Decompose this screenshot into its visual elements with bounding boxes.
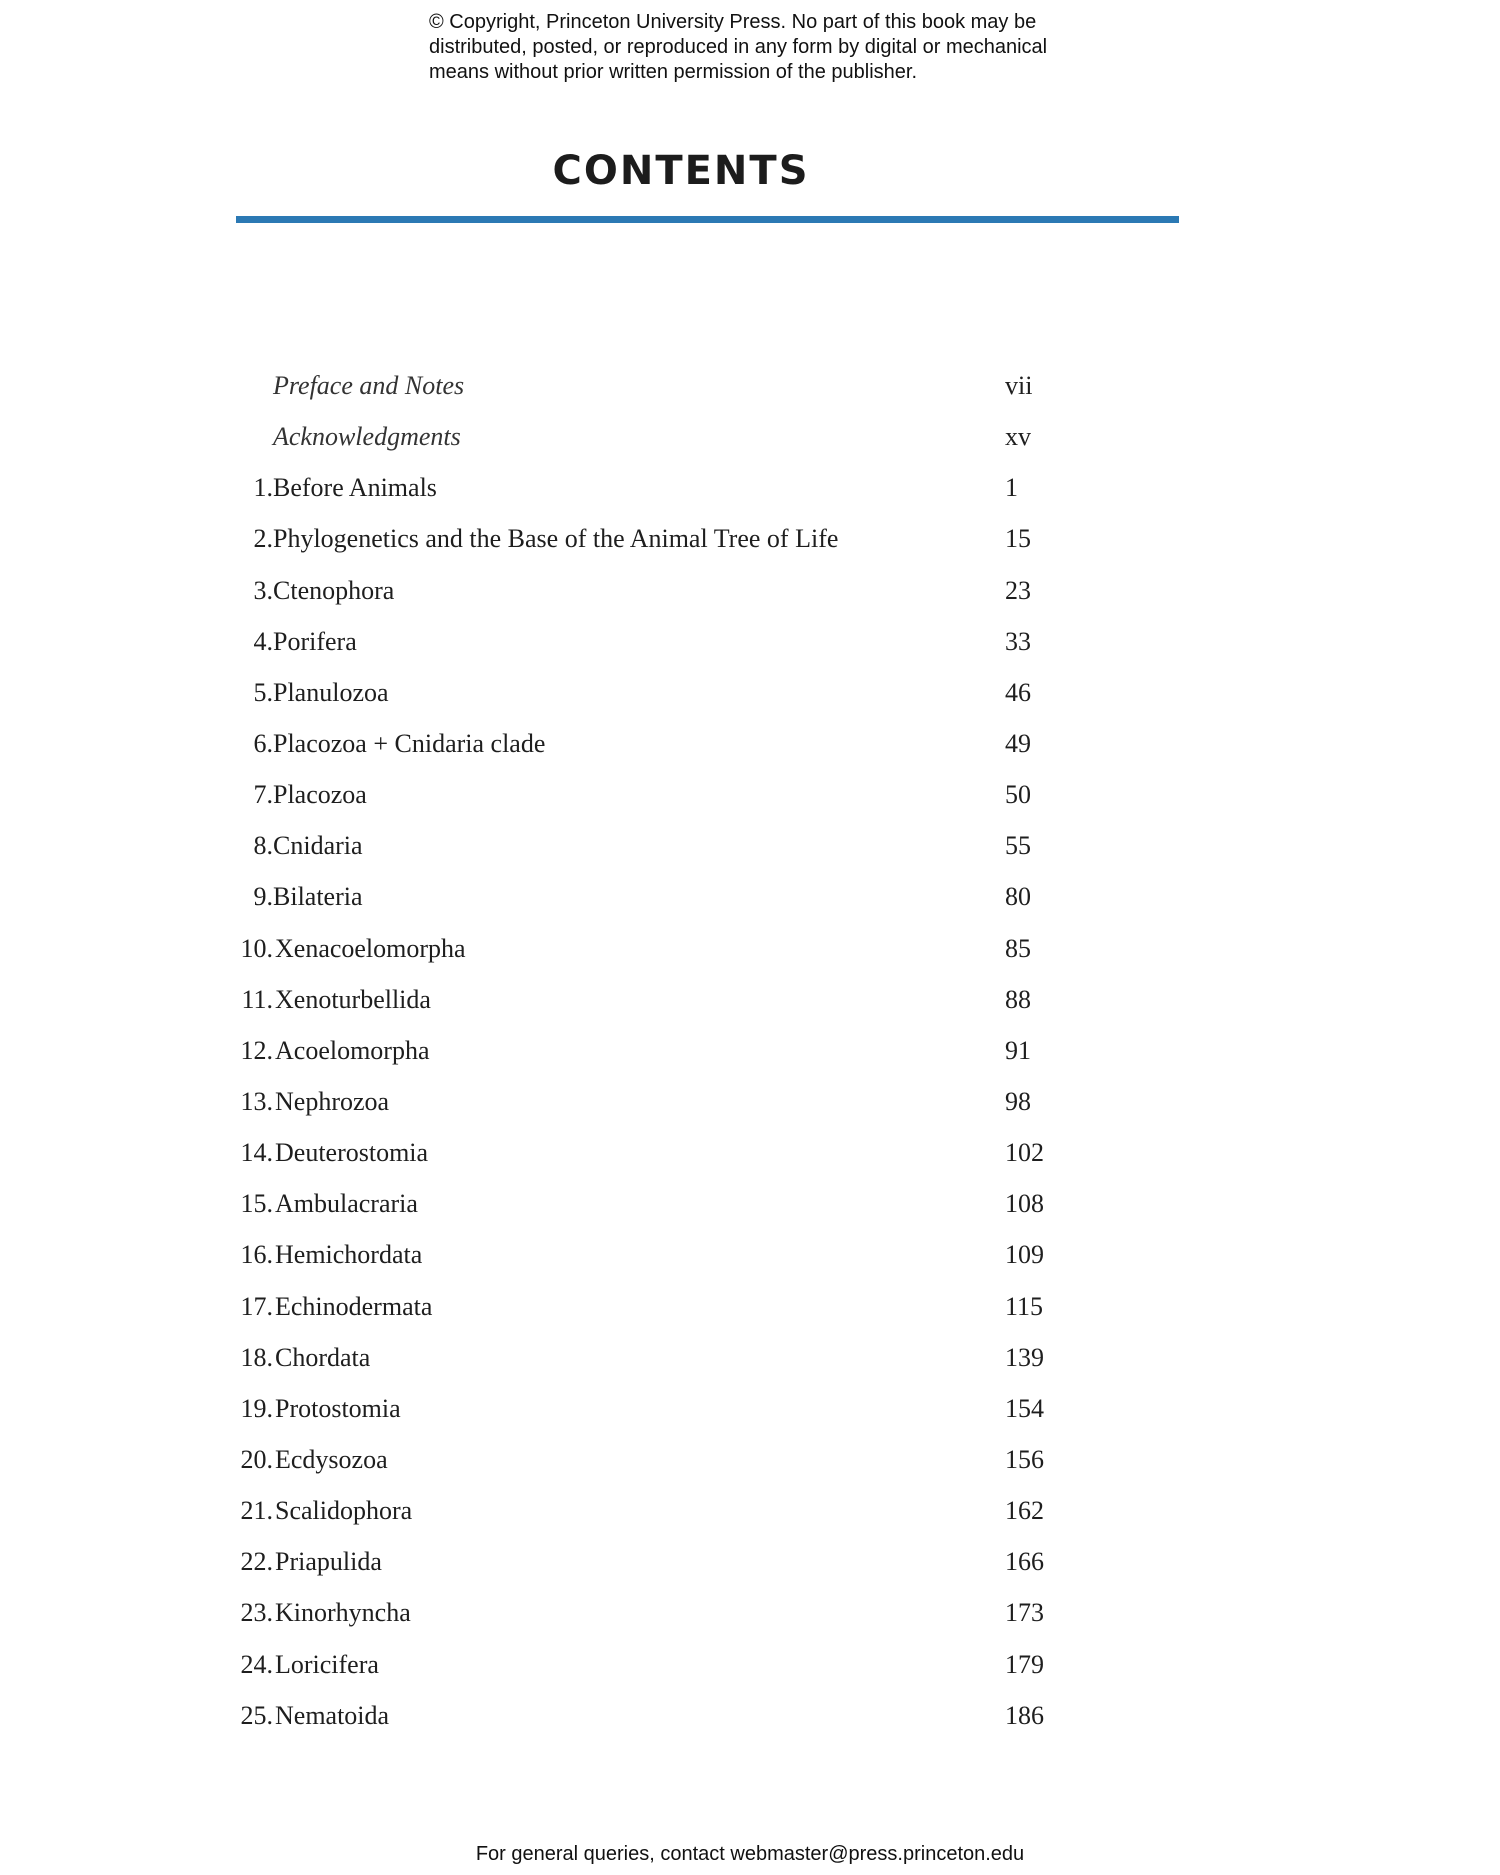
toc-entry-page: 109: [1005, 1240, 1044, 1270]
toc-entry-page: 85: [1005, 933, 1031, 963]
toc-entry-title: Nematoida: [275, 1700, 390, 1730]
toc-entry-page: 55: [1005, 831, 1031, 861]
toc-entry-title: Planulozoa: [273, 677, 389, 707]
toc-entry-page: 173: [1005, 1598, 1044, 1628]
toc-entry-page: 91: [1005, 1035, 1031, 1065]
toc-entry-chapter[interactable]: [0, 1485, 1500, 1536]
toc-entry-page: vii: [1005, 371, 1033, 400]
toc-entry-chapter[interactable]: [0, 1076, 1500, 1127]
toc-entry-number: 8.: [253, 831, 273, 861]
toc-entry-number: 19.: [240, 1393, 273, 1423]
toc-entry-chapter[interactable]: [0, 1178, 1500, 1229]
toc-entry-chapter[interactable]: [0, 1025, 1500, 1076]
toc-entry-number: 4.: [253, 626, 273, 656]
toc-entry-chapter[interactable]: [0, 616, 1500, 667]
toc-entry-number: 9.: [253, 882, 273, 912]
toc-entry-number: 11.: [241, 984, 273, 1014]
toc-entry-chapter[interactable]: [0, 1383, 1500, 1434]
toc-entry-number: 14.: [240, 1138, 273, 1168]
toc-entry-chapter[interactable]: [0, 1281, 1500, 1332]
toc-entry-title: Acknowledgments: [273, 422, 461, 452]
toc-entry-number: 10.: [240, 933, 273, 963]
toc-entry-title: Placozoa: [273, 780, 367, 810]
toc-entry-title: Porifera: [273, 626, 357, 656]
toc-entry-number: 17.: [240, 1291, 273, 1321]
toc-entry-number: 6.: [253, 728, 273, 758]
toc-entry-page: 108: [1005, 1189, 1044, 1219]
copyright-line: distributed, posted, or reproduced in any form by digital or mechanical: [429, 36, 1048, 58]
toc-entry-chapter[interactable]: [0, 1690, 1500, 1741]
page-title: CONTENTS: [552, 148, 810, 194]
toc-entry-chapter[interactable]: [0, 1127, 1500, 1178]
toc-entry-title: Loricifera: [275, 1649, 379, 1679]
toc-entry-page: 33: [1005, 626, 1031, 656]
toc-entry-title: Cnidaria: [273, 831, 363, 861]
toc-entry-title: Before Animals: [273, 473, 437, 503]
toc-entry-chapter[interactable]: [0, 1536, 1500, 1587]
copyright-line: means without prior written permission of the publisher.: [429, 61, 918, 83]
toc-entry-page: 1: [1005, 473, 1018, 503]
toc-entry-title: Kinorhyncha: [275, 1598, 411, 1628]
toc-entry-chapter[interactable]: [0, 1332, 1500, 1383]
toc-entry-title: Deuterostomia: [275, 1138, 429, 1168]
toc-entry-chapter[interactable]: [0, 1434, 1500, 1485]
toc-entry-page: 156: [1005, 1444, 1044, 1474]
toc-entry-page: 115: [1005, 1291, 1044, 1321]
toc-entry-page: 154: [1005, 1393, 1044, 1423]
toc-entry-title: Hemichordata: [275, 1240, 423, 1270]
toc-entry-page: 186: [1005, 1700, 1044, 1730]
toc-entry-number: 16.: [240, 1240, 273, 1270]
toc-entry-chapter[interactable]: [0, 1587, 1500, 1638]
toc-entry-chapter[interactable]: [0, 565, 1500, 616]
toc-entry-chapter[interactable]: [0, 974, 1500, 1025]
title-rule: [236, 216, 1179, 223]
toc-entry-number: 23.: [240, 1598, 273, 1628]
toc-entry-number: 2.: [253, 524, 273, 554]
toc-entry-chapter[interactable]: [0, 667, 1500, 718]
toc-entry-title: Chordata: [275, 1342, 371, 1372]
toc-entry-chapter[interactable]: [0, 820, 1500, 871]
toc-entry-number: 5.: [253, 677, 273, 707]
toc-entry-page: 98: [1005, 1086, 1031, 1116]
toc-entry-title: Ecdysozoa: [275, 1444, 388, 1474]
toc-entry-number: 18.: [240, 1342, 273, 1372]
toc-entry-chapter[interactable]: [0, 513, 1500, 564]
toc-entry-front[interactable]: [0, 360, 1500, 411]
toc-entry-page: 179: [1005, 1649, 1044, 1679]
toc-entry-page: 102: [1005, 1138, 1044, 1168]
toc-entry-title: Nephrozoa: [275, 1086, 390, 1116]
toc-entry-page: 80: [1005, 882, 1031, 912]
toc-entry-page: 15: [1005, 524, 1031, 554]
toc-entry-chapter[interactable]: [0, 462, 1500, 513]
toc-entry-page: xv: [1005, 422, 1031, 452]
toc-entry-title: Priapulida: [275, 1547, 382, 1577]
toc-entry-page: 49: [1005, 728, 1031, 758]
copyright-line: © Copyright, Princeton University Press. No part of this book may be: [429, 11, 1037, 33]
toc-entry-title: Phylogenetics and the Base of the Animal Tree of Life: [273, 524, 839, 554]
toc-entry-title: Xenacoelomorpha: [275, 933, 466, 963]
toc-entry-title: Ctenophora: [273, 575, 395, 605]
toc-entry-title: Bilateria: [273, 882, 363, 912]
toc-entry-chapter[interactable]: [0, 871, 1500, 922]
copyright-notice: [429, 10, 1129, 85]
toc-entry-number: 24.: [240, 1649, 273, 1679]
toc-entry-title: Ambulacraria: [275, 1189, 418, 1219]
toc-entry-chapter[interactable]: [0, 1229, 1500, 1280]
toc-entry-chapter[interactable]: [0, 718, 1500, 769]
toc-entry-page: 139: [1005, 1342, 1044, 1372]
toc-entry-chapter[interactable]: [0, 1639, 1500, 1690]
footer-contact: For general queries, contact webmaster@press.princeton.edu: [475, 1843, 1025, 1865]
toc-entry-number: 13.: [240, 1086, 273, 1116]
toc-entry-title: Scalidophora: [275, 1496, 413, 1526]
toc-entry-number: 25.: [240, 1700, 273, 1730]
toc-entry-page: 166: [1005, 1547, 1044, 1577]
toc-entry-number: 15.: [240, 1189, 273, 1219]
toc-entry-number: 3.: [253, 575, 273, 605]
toc-entry-page: 50: [1005, 780, 1031, 810]
toc-entry-chapter[interactable]: [0, 769, 1500, 820]
toc-entry-title: Preface and Notes: [273, 371, 465, 400]
toc-entry-front[interactable]: [0, 411, 1500, 462]
toc-entry-number: 1.: [253, 473, 273, 503]
toc-entry-page: 23: [1005, 575, 1031, 605]
toc-entry-number: 7.: [253, 780, 273, 810]
toc-entry-title: Xenoturbellida: [275, 984, 431, 1014]
toc-entry-number: 12.: [240, 1035, 273, 1065]
toc-entry-title: Echinodermata: [275, 1291, 433, 1321]
toc-entry-page: 46: [1005, 677, 1031, 707]
toc-entry-page: 88: [1005, 984, 1031, 1014]
table-of-contents: [0, 360, 1500, 1741]
toc-entry-title: Protostomia: [275, 1393, 401, 1423]
toc-entry-page: 162: [1005, 1496, 1044, 1526]
toc-entry-title: Acoelomorpha: [275, 1035, 430, 1065]
toc-entry-title: Placozoa + Cnidaria clade: [273, 728, 546, 758]
toc-entry-number: 20.: [240, 1444, 273, 1474]
toc-entry-number: 22.: [240, 1547, 273, 1577]
toc-entry-chapter[interactable]: [0, 923, 1500, 974]
toc-entry-number: 21.: [240, 1496, 273, 1526]
